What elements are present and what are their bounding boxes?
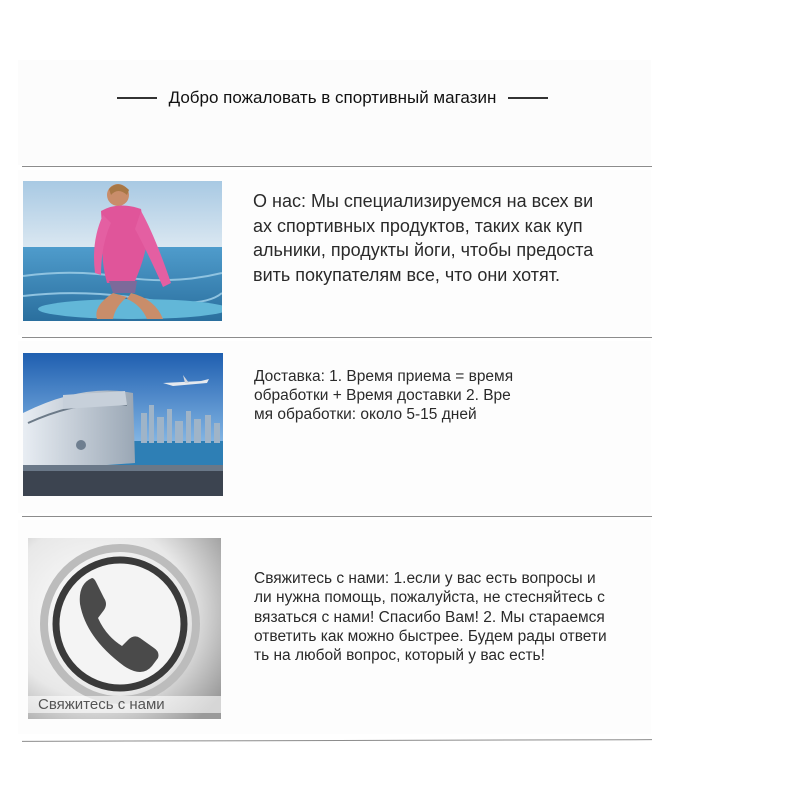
delivery-text: Доставка: 1. Время приема = время обработки + Время доставки 2. Вре мя обработки: около 5-15 дней <box>254 368 514 423</box>
right-dash <box>508 97 548 99</box>
contact-graphic <box>28 538 221 719</box>
welcome-heading <box>105 86 560 110</box>
header-banner <box>18 60 651 165</box>
contact-caption: Свяжитесь с нами <box>28 696 221 713</box>
divider <box>22 166 652 167</box>
divider <box>22 739 652 742</box>
divider <box>22 337 652 338</box>
shipping-illustration <box>23 353 223 496</box>
contact-text: Свяжитесь с нами: 1.если у вас есть вопросы и ли нужна помощь, пожалуйста, не стесняйтесь с вязаться с нами! Спасибо Вам! 2. Мы стараемся ответить как можно быстрее. Будем рады ответи ть на любой вопрос, который у вас есть! <box>254 570 607 665</box>
swimwear-photo <box>23 181 222 321</box>
about-text: О нас: Мы специализируемся на всех ви ах спортивных продуктов, таких как куп альники, продукты йоги, чтобы предоста вить покупателям все, что они хотят. <box>253 191 594 285</box>
swimwear-illustration <box>23 181 222 321</box>
left-dash <box>117 97 157 99</box>
welcome-title: Добро пожаловать в спортивный магазин <box>168 88 497 107</box>
phone-illustration <box>28 538 221 719</box>
shipping-photo <box>23 353 223 496</box>
divider <box>22 516 652 517</box>
